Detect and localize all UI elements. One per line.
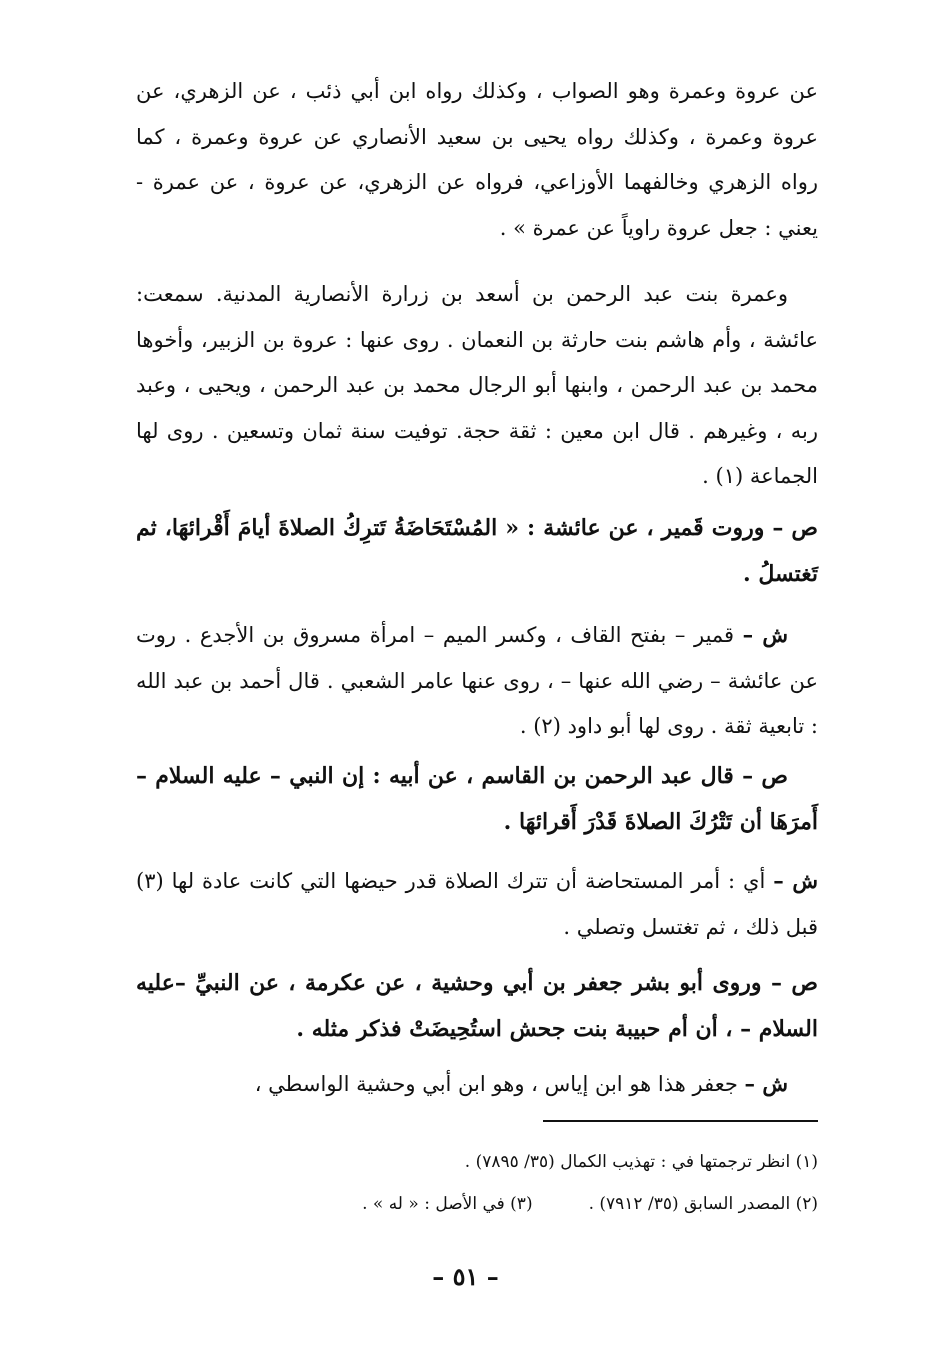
sharh-marker: ش – bbox=[742, 622, 788, 647]
hadith-text: ص – وروت قَمير ، عن عائشة : « المُسْتَحَاضَةُ تَترِكُ الصلاةَ أيامَ أَقْرائهَا، ثم تَغتسلُ . bbox=[136, 515, 818, 587]
commentary-text bbox=[136, 612, 818, 750]
commentary-text: عن عروة وعمرة وهو الصواب ، وكذلك رواه ابن أبي ذئب ، عن الزهري، عن عروة وعمرة ، وكذلك رواه يحيى بن سعيد الأنصاري عن عروة وعمرة ، كما رواه الزهري وخالفهما الأوزاعي، فرواه عن الزهري، عن عروة ، عن عمرة - يعني : جعل عروة راوياً عن عمرة » . bbox=[136, 79, 818, 240]
paragraph-1 bbox=[136, 69, 818, 251]
footnote-row bbox=[136, 1189, 818, 1219]
footnote-2: (٢) المصدر السابق (٣٥/ ٧٩١٢) . bbox=[588, 1194, 818, 1214]
paragraph-5 bbox=[136, 754, 818, 845]
footnote-3: (٣) في الأصل : « له » . bbox=[362, 1194, 533, 1214]
sharh-marker: ش – bbox=[744, 1071, 788, 1096]
commentary-text bbox=[136, 1061, 818, 1108]
paragraph-4 bbox=[136, 612, 818, 750]
paragraph-6 bbox=[136, 858, 818, 950]
hadith-text: ص – وروى أبو بشر جعفر بن أبي وحشية ، عن عكرمة ، عن النبيِّ –عليه السلام – ، أن أم حبيبة بنت جحش استُحِيضَتْ فذكر مثله . bbox=[136, 970, 818, 1042]
sharh-marker: ش – bbox=[773, 868, 818, 893]
commentary-body: جعفر هذا هو ابن إياس ، وهو ابن أبي وحشية الواسطي ، bbox=[254, 1072, 738, 1096]
commentary-body: قمير – بفتح القاف ، وكسر الميم – امرأة مسروق بن الأجدع . روت عن عائشة – رضي الله عنها – ، روى عنها عامر الشعبي . قال أحمد بن عبد الله : تابعية ثقة . روى لها أبو داود (٢) . bbox=[136, 623, 818, 738]
commentary-body: أي : أمر المستحاضة أن تترك الصلاة قدر حيضها التي كانت عادة لها (٣) قبل ذلك ، ثم تغتسل وتصلي . bbox=[136, 869, 818, 939]
paragraph-7 bbox=[136, 961, 818, 1052]
biography-text: وعمرة بنت عبد الرحمن بن أسعد بن زرارة الأنصارية المدنية. سمعت: عائشة ، وأم هاشم بنت حارثة بن النعمان . روى عنها : عروة بن الزبير، وأخوها محمد بن عبد الرحمن ، وابنها أبو الرجال محمد بن عبد الرحمن ، ويحيى ، وعبد ربه ، وغيرهم . قال ابن معين : ثقة حجة. توفيت سنة ثمان وتسعين . روى لها الجماعة (١) . bbox=[136, 282, 818, 488]
paragraph-8 bbox=[136, 1061, 818, 1108]
paragraph-3 bbox=[136, 506, 818, 597]
paragraph-2 bbox=[136, 272, 818, 500]
footnote-1: (١) انظر ترجمتها في : تهذيب الكمال (٣٥/ ٧٨٩٥) . bbox=[464, 1152, 818, 1172]
footnote-divider bbox=[543, 1120, 818, 1122]
page-number: – ٥١ – bbox=[432, 1262, 499, 1291]
commentary-text bbox=[136, 858, 818, 950]
hadith-text: ص – قال عبد الرحمن بن القاسم ، عن أبيه : إن النبي – عليه السلام – أَمرَهَا أن تَتْرُكَ الصلاةَ قَدْرَ أَقرائهَا . bbox=[136, 763, 818, 835]
